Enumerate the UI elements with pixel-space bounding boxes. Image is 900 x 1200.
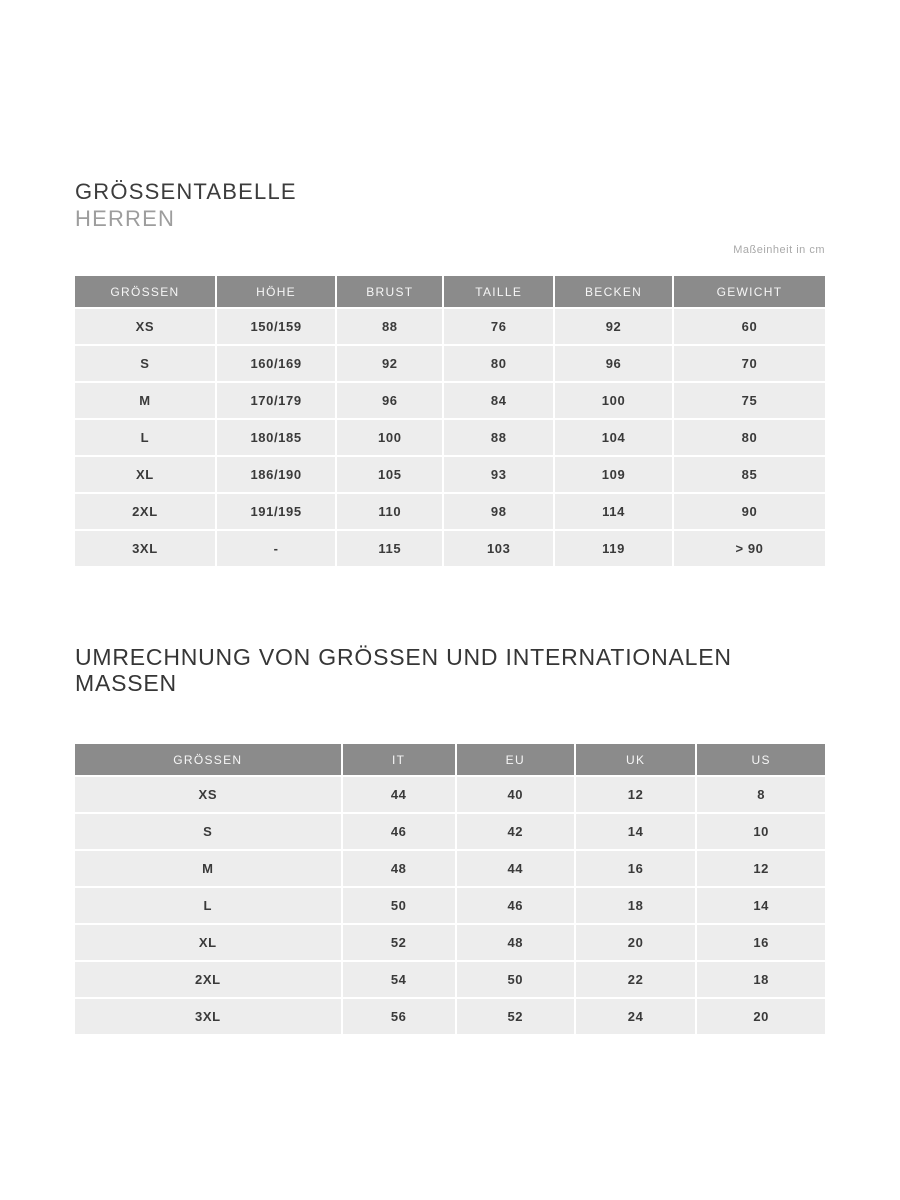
content-container (75, 0, 825, 1036)
table-cell: L (75, 888, 341, 923)
table-cell: 100 (555, 383, 672, 418)
table-row (75, 851, 825, 886)
table-cell: 160/169 (217, 346, 335, 381)
column-header: GRÖSSEN (75, 276, 215, 307)
table-cell: 170/179 (217, 383, 335, 418)
table-cell: 3XL (75, 999, 341, 1034)
table-cell: 76 (444, 309, 553, 344)
table-cell: 98 (444, 494, 553, 529)
table-cell: 12 (697, 851, 825, 886)
table-cell: 16 (576, 851, 695, 886)
column-header: IT (343, 744, 455, 775)
table-cell: 191/195 (217, 494, 335, 529)
table-cell: 88 (337, 309, 442, 344)
table-cell: 22 (576, 962, 695, 997)
table-cell: 42 (457, 814, 574, 849)
unit-note: Maßeinheit in cm (733, 244, 825, 256)
table-row (75, 494, 825, 529)
table-row (75, 999, 825, 1034)
table-row (75, 383, 825, 418)
table-header-row (75, 744, 825, 775)
table-cell: 80 (444, 346, 553, 381)
table-cell: 20 (697, 999, 825, 1034)
table-cell: 2XL (75, 962, 341, 997)
table-cell: 105 (337, 457, 442, 492)
column-header: TAILLE (444, 276, 553, 307)
size-conversion-table (73, 742, 827, 1036)
table-cell: 56 (343, 999, 455, 1034)
column-header: GEWICHT (674, 276, 825, 307)
table-cell: 52 (457, 999, 574, 1034)
table-cell: 18 (576, 888, 695, 923)
table-row (75, 962, 825, 997)
table-cell: 90 (674, 494, 825, 529)
table-cell: S (75, 814, 341, 849)
table-cell: 180/185 (217, 420, 335, 455)
column-header: GRÖSSEN (75, 744, 341, 775)
table-row (75, 888, 825, 923)
table-cell: 46 (343, 814, 455, 849)
table-cell: M (75, 383, 215, 418)
table-row (75, 531, 825, 566)
page-title: GRÖSSENTABELLE (75, 179, 297, 204)
table-cell: 70 (674, 346, 825, 381)
column-header: EU (457, 744, 574, 775)
table-cell: 18 (697, 962, 825, 997)
table-cell: 104 (555, 420, 672, 455)
table-cell: 54 (343, 962, 455, 997)
column-header: HÖHE (217, 276, 335, 307)
column-header: BRUST (337, 276, 442, 307)
table-cell: 50 (457, 962, 574, 997)
table-cell: S (75, 346, 215, 381)
conversion-section-title: UMRECHNUNG VON GRÖSSEN UND INTERNATIONALEN MASSEN (75, 644, 732, 696)
table-cell: 96 (337, 383, 442, 418)
table-cell: 109 (555, 457, 672, 492)
column-header: BECKEN (555, 276, 672, 307)
table-cell: 92 (337, 346, 442, 381)
table-row (75, 777, 825, 812)
table-cell: 93 (444, 457, 553, 492)
table-row (75, 420, 825, 455)
table-cell: 100 (337, 420, 442, 455)
table-cell: 186/190 (217, 457, 335, 492)
table-row (75, 814, 825, 849)
table-cell: 14 (697, 888, 825, 923)
table-cell: 92 (555, 309, 672, 344)
table-cell: > 90 (674, 531, 825, 566)
table-cell: 12 (576, 777, 695, 812)
table-cell: 96 (555, 346, 672, 381)
column-header: UK (576, 744, 695, 775)
table-cell: 44 (457, 851, 574, 886)
table-cell: M (75, 851, 341, 886)
table-cell: 44 (343, 777, 455, 812)
table-cell: 85 (674, 457, 825, 492)
table-header-row (75, 276, 825, 307)
table-cell: 103 (444, 531, 553, 566)
table-cell: 75 (674, 383, 825, 418)
table-cell: 8 (697, 777, 825, 812)
table-cell: 80 (674, 420, 825, 455)
table-cell: 88 (444, 420, 553, 455)
table-cell: 24 (576, 999, 695, 1034)
table-row (75, 346, 825, 381)
column-header: US (697, 744, 825, 775)
page-subtitle: HERREN (75, 206, 176, 231)
table-row (75, 457, 825, 492)
table-cell: 2XL (75, 494, 215, 529)
table-cell: - (217, 531, 335, 566)
table-cell: 150/159 (217, 309, 335, 344)
table-cell: 119 (555, 531, 672, 566)
men-size-table (73, 274, 827, 568)
table-cell: 20 (576, 925, 695, 960)
table-cell: L (75, 420, 215, 455)
table-cell: 40 (457, 777, 574, 812)
table-cell: 110 (337, 494, 442, 529)
table-cell: 10 (697, 814, 825, 849)
table-cell: XL (75, 925, 341, 960)
table-cell: XL (75, 457, 215, 492)
table-cell: 48 (457, 925, 574, 960)
table-cell: 50 (343, 888, 455, 923)
table-cell: 16 (697, 925, 825, 960)
table-cell: 114 (555, 494, 672, 529)
table-cell: 14 (576, 814, 695, 849)
table-cell: 84 (444, 383, 553, 418)
table-row (75, 925, 825, 960)
table-cell: 60 (674, 309, 825, 344)
table-cell: 48 (343, 851, 455, 886)
table-cell: 46 (457, 888, 574, 923)
table-cell: XS (75, 309, 215, 344)
table-cell: XS (75, 777, 341, 812)
table-row (75, 309, 825, 344)
table-cell: 115 (337, 531, 442, 566)
table-cell: 3XL (75, 531, 215, 566)
table-cell: 52 (343, 925, 455, 960)
